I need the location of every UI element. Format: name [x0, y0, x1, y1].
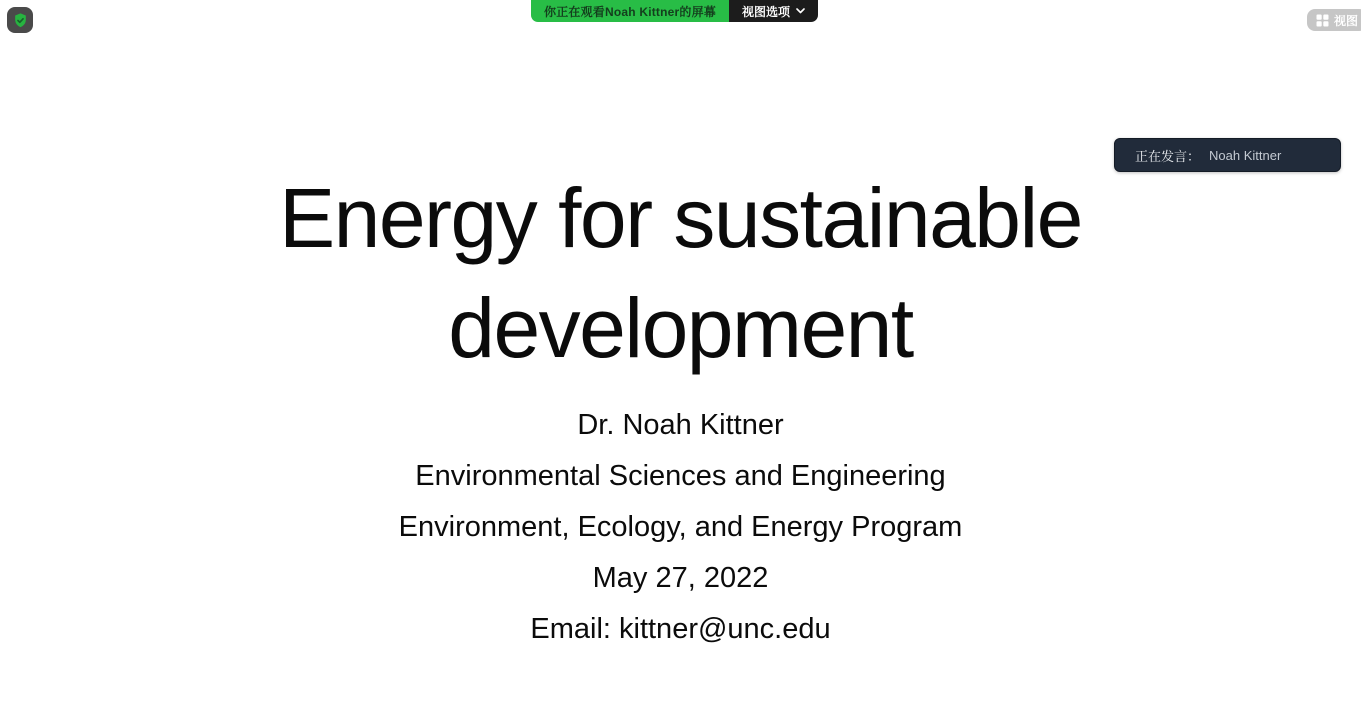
view-options-button[interactable]: [729, 0, 818, 22]
grid-view-icon: [1316, 14, 1329, 27]
active-speaker-label: 正在发言：: [1135, 148, 1201, 164]
slide-date-line: May 27, 2022: [592, 562, 769, 594]
screen-share-banner: [531, 0, 818, 22]
slide-title: [0, 163, 1361, 383]
slide-author-line: Dr. Noah Kittner: [577, 409, 784, 441]
chevron-down-icon: [796, 8, 805, 14]
watching-screen-label: 你正在观看Noah Kittner的屏幕: [531, 0, 729, 22]
slide-title-line-2: development: [448, 281, 913, 375]
view-options-label: 视图选项: [742, 4, 791, 19]
meeting-security-badge[interactable]: [7, 7, 33, 33]
slide-email-line: Email: kittner@unc.edu: [530, 613, 831, 645]
view-button[interactable]: [1307, 9, 1361, 31]
active-speaker-name: Noah Kittner: [1209, 147, 1282, 163]
slide-title-line-1: Energy for sustainable: [279, 171, 1082, 265]
slide-dept-line: Environmental Sciences and Engineering: [415, 460, 946, 492]
shield-check-icon: [12, 12, 29, 29]
slide-subtitle-block: [0, 400, 1361, 655]
view-button-label: 视图: [1334, 13, 1359, 28]
slide-program-line: Environment, Ecology, and Energy Program: [398, 511, 963, 543]
